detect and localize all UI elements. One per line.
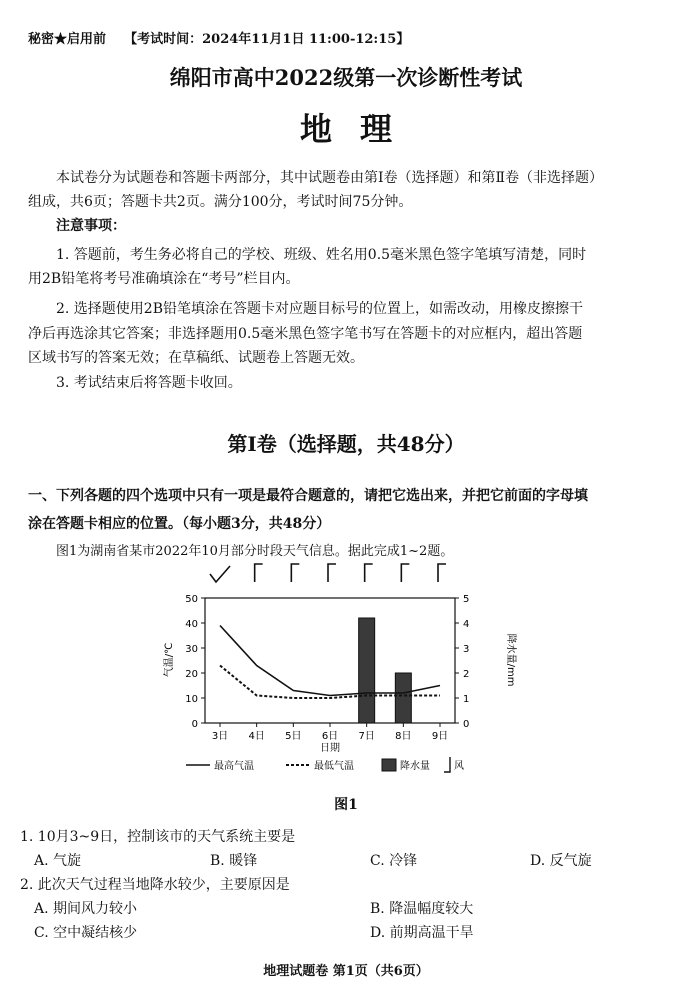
precip-bar: [359, 618, 375, 723]
chart-legend: [186, 757, 464, 772]
exam-title: 绵阳市高中2022级第一次诊断性考试: [169, 65, 523, 90]
right-tick-label: 5: [463, 594, 470, 605]
wind-symbol: [291, 564, 299, 582]
x-tick-label: 7日: [358, 731, 375, 742]
subject-title: 地理: [299, 110, 420, 148]
notice-2b: 净后再选涂其它答案；非选择题用0.5毫米黑色签字笔书写在答题卡的对应框内，超出答题: [28, 326, 583, 342]
x-tick-label: 6日: [321, 731, 339, 742]
q1-option-b[interactable]: B. 暖锋: [210, 853, 258, 869]
wind-symbol: [401, 564, 409, 582]
left-axis: [185, 594, 205, 730]
notice-1b: 用2B铅笔将考号准确填涂在“考号”栏目内。: [28, 271, 300, 287]
precip-bars: [359, 618, 412, 723]
wind-symbol: [328, 564, 336, 582]
page-footer: 地理试题卷 第1页（共6页）: [263, 964, 429, 979]
legend-wind-label: 风: [454, 761, 464, 772]
intro-line-1: 本试卷分为试题卷和答题卡两部分，其中试题卷由第Ⅰ卷（选择题）和第Ⅱ卷（非选择题）: [56, 170, 604, 186]
section-title: 第Ⅰ卷（选择题，共48分）: [227, 432, 465, 456]
wind-symbol: [365, 564, 373, 582]
right-tick-label: 2: [463, 669, 470, 680]
q1-option-a[interactable]: A. 气旋: [34, 853, 82, 869]
q2-option-b[interactable]: B. 降温幅度较大: [370, 901, 474, 917]
left-tick-label: 0: [191, 719, 198, 730]
notice-2a: 2. 选择题使用2B铅笔填涂在答题卡对应题目标号的位置上，如需改动，用橡皮擦擦干: [56, 301, 584, 317]
wind-symbol: [255, 564, 263, 582]
ylabel-right: 降水量/mm: [505, 633, 516, 687]
header-line: [28, 28, 409, 47]
left-tick-label: 20: [185, 669, 198, 680]
q2-option-d[interactable]: D. 前期高温干旱: [370, 925, 474, 941]
notice-title: 注意事项：: [56, 218, 126, 234]
weather-chart: [150, 560, 530, 820]
legend-precip-swatch: [382, 759, 396, 771]
right-tick-label: 1: [463, 694, 470, 705]
right-tick-label: 0: [463, 719, 470, 730]
legend-max-label: 最高气温: [214, 761, 254, 772]
legend-wind-swatch: [444, 757, 450, 772]
precip-bar: [395, 673, 411, 723]
part1-line-1: 一、下列各题的四个选项中只有一项是最符合题意的，请把它选出来，并把它前面的字母填: [28, 488, 588, 504]
wind-row: [210, 564, 446, 582]
plot-frame: [205, 598, 455, 723]
exam-time: 【考试时间：2024年11月1日 11:00-12:15】: [124, 32, 410, 47]
notice-2c: 区域书写的答案无效；在草稿纸、试题卷上答题无效。: [28, 350, 364, 366]
figure-caption: 图1: [334, 797, 358, 813]
left-tick-label: 30: [185, 644, 198, 655]
x-tick-label: 3日: [211, 731, 229, 742]
x-axis: [212, 723, 448, 742]
q1-option-c[interactable]: C. 冷锋: [370, 853, 418, 869]
left-tick-label: 10: [185, 694, 198, 705]
xlabel: 日期: [320, 743, 340, 754]
x-tick-label: 8日: [395, 731, 412, 742]
wind-symbol: [210, 566, 230, 582]
legend-precip-label: 降水量: [400, 761, 430, 772]
right-axis: [455, 594, 469, 730]
right-tick-label: 4: [463, 619, 470, 630]
secret-label: 秘密★启用前: [28, 32, 107, 47]
intro-line-2: 组成，共6页；答题卡共2页。满分100分，考试时间75分钟。: [28, 194, 413, 210]
q2-option-a[interactable]: A. 期间风力较小: [34, 901, 138, 917]
question-2-stem: 2. 此次天气过程当地降水较少，主要原因是: [20, 877, 290, 893]
figure-intro: 图1为湖南省某市2022年10月部分时段天气信息。据此完成1~2题。: [56, 544, 454, 559]
ylabel-left: 气温/℃: [164, 642, 175, 678]
x-tick-label: 9日: [431, 731, 449, 742]
notice-1a: 1. 答题前，考生务必将自己的学校、班级、姓名用0.5毫米黑色签字笔填写清楚，同时: [56, 247, 587, 263]
left-tick-label: 50: [185, 594, 198, 605]
legend-min-label: 最低气温: [314, 761, 354, 772]
left-tick-label: 40: [185, 619, 198, 630]
q2-option-c[interactable]: C. 空中凝结核少: [34, 925, 138, 941]
right-tick-label: 3: [463, 644, 470, 655]
x-tick-label: 4日: [248, 731, 265, 742]
part1-line-2: 涂在答题卡相应的位置。（每小题3分，共48分）: [28, 516, 331, 532]
question-1-stem: 1. 10月3~9日，控制该市的天气系统主要是: [20, 829, 296, 845]
wind-symbol: [438, 564, 446, 582]
notice-3: 3. 考试结束后将答题卡收回。: [56, 375, 242, 391]
q1-option-d[interactable]: D. 反气旋: [530, 853, 592, 869]
x-tick-label: 5日: [285, 731, 302, 742]
